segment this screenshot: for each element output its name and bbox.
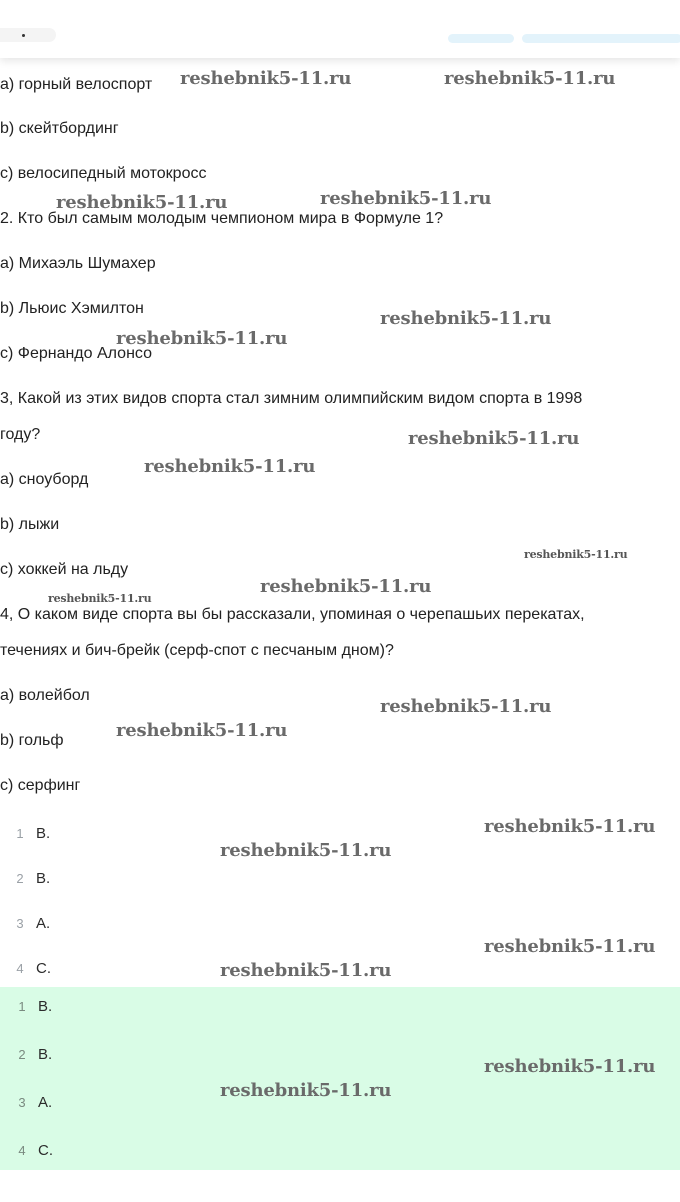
q3-text-line1: 3, Какой из этих видов спорта стал зимним олимпийским видом спорта в 1998	[0, 390, 583, 407]
answer-number: 4	[18, 1143, 26, 1158]
q2-option-a: a) Михаэль Шумахер	[0, 255, 156, 272]
q1-option-b: b) скейтбординг	[0, 120, 119, 137]
answer-number: 2	[16, 871, 24, 886]
q4-text-line2: течениях и бич-брейк (серф-спот с песчаным дном)?	[0, 642, 394, 659]
watermark: reshebnik5-11.ru	[484, 816, 656, 837]
answer-value: A.	[38, 1094, 53, 1111]
watermark: reshebnik5-11.ru	[380, 696, 552, 717]
watermark: reshebnik5-11.ru	[444, 68, 616, 89]
watermark: reshebnik5-11.ru	[260, 576, 432, 597]
watermark: reshebnik5-11.ru	[220, 960, 392, 981]
answer-value: B.	[36, 870, 51, 887]
watermark: reshebnik5-11.ru	[220, 1080, 392, 1101]
q4-option-c: c) серфинг	[0, 777, 81, 794]
answer-value: B.	[38, 1046, 53, 1063]
q3-option-c: c) хоккей на льду	[0, 561, 129, 578]
watermark: reshebnik5-11.ru	[48, 592, 152, 605]
q3-option-b: b) лыжи	[0, 516, 60, 533]
answer-value: A.	[36, 915, 51, 932]
q1-option-a: a) горный велоспорт	[0, 76, 153, 93]
q2-option-c: c) Фернандо Алонсо	[0, 345, 152, 362]
watermark: reshebnik5-11.ru	[220, 840, 392, 861]
watermark: reshebnik5-11.ru	[484, 936, 656, 957]
watermark: reshebnik5-11.ru	[484, 1056, 656, 1077]
watermark: reshebnik5-11.ru	[408, 428, 580, 449]
watermark: reshebnik5-11.ru	[320, 188, 492, 209]
header-menu-chip[interactable]	[0, 28, 56, 42]
header-pill-button[interactable]	[448, 34, 514, 43]
q3-option-a: a) сноуборд	[0, 471, 89, 488]
watermark: reshebnik5-11.ru	[524, 548, 628, 561]
highlighted-answers-block	[0, 987, 680, 1170]
answer-value: B.	[36, 825, 51, 842]
answer-number: 2	[18, 1047, 26, 1062]
q4-option-b: b) гольф	[0, 732, 64, 749]
q3-text-line2: году?	[0, 426, 41, 443]
watermark: reshebnik5-11.ru	[180, 68, 352, 89]
watermark: reshebnik5-11.ru	[56, 192, 228, 213]
answer-number: 1	[16, 826, 24, 841]
q4-option-a: a) волейбол	[0, 687, 90, 704]
answer-number: 4	[16, 961, 24, 976]
q2-text: 2. Кто был самым молодым чемпионом мира в Формуле 1?	[0, 210, 444, 227]
answer-value: C.	[38, 1142, 53, 1159]
watermark: reshebnik5-11.ru	[116, 328, 288, 349]
q1-option-c: c) велосипедный мотокросс	[0, 165, 207, 182]
answer-number: 1	[18, 999, 26, 1014]
answer-value: C.	[36, 960, 51, 977]
top-header-bar	[0, 0, 680, 58]
q2-option-b: b) Льюис Хэмилтон	[0, 300, 144, 317]
watermark: reshebnik5-11.ru	[144, 456, 316, 477]
answer-number: 3	[18, 1095, 26, 1110]
answer-number: 3	[16, 916, 24, 931]
watermark: reshebnik5-11.ru	[116, 720, 288, 741]
q4-text-line1: 4, О каком виде спорта вы бы рассказали, упоминая о черепашьих перекатах,	[0, 606, 585, 623]
watermark: reshebnik5-11.ru	[380, 308, 552, 329]
header-pill-button-wide[interactable]	[522, 34, 680, 43]
answer-value: B.	[38, 998, 53, 1015]
